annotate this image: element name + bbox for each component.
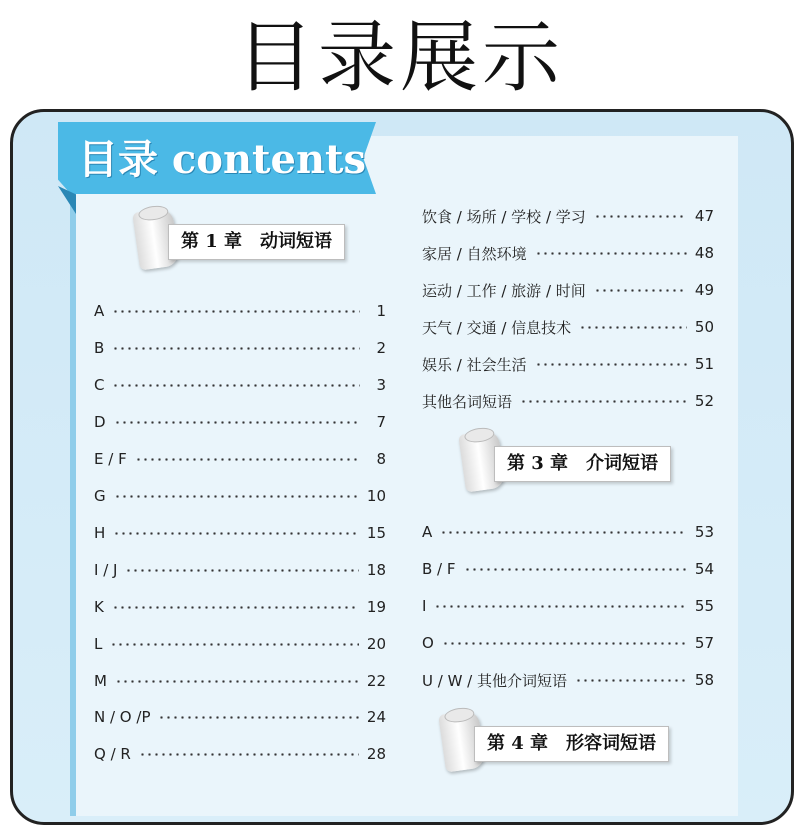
- toc-entry[interactable]: 天气 / 交通 / 信息技术 50: [422, 318, 714, 337]
- chapter-1-title: 第 1 章 动词短语: [168, 224, 345, 260]
- chapter-4-heading: [442, 712, 722, 772]
- toc-entry[interactable]: C 3: [94, 376, 386, 394]
- page-heading: 目录展示: [235, 13, 564, 103]
- toc-entry[interactable]: G 10: [94, 487, 386, 505]
- toc-entry[interactable]: D 7: [94, 413, 386, 431]
- toc-entry[interactable]: B / F 54: [422, 560, 714, 578]
- toc-entry[interactable]: 家居 / 自然环境 48: [422, 244, 714, 263]
- toc-entry[interactable]: B 2: [94, 339, 386, 357]
- toc-entry[interactable]: 娱乐 / 社会生活 51: [422, 355, 714, 374]
- toc-entry[interactable]: E / F 8: [94, 450, 386, 468]
- toc-entry[interactable]: O 57: [422, 634, 714, 652]
- chapter-4-title: 第 4 章 形容词短语: [474, 726, 669, 762]
- toc-entry[interactable]: U / W / 其他介词短语 58: [422, 671, 714, 690]
- toc-entry[interactable]: I / J 18: [94, 561, 386, 579]
- toc-entry[interactable]: A 53: [422, 523, 714, 541]
- contents-banner-title: 目录 contents: [78, 136, 367, 183]
- chapter-3-title: 第 3 章 介词短语: [494, 446, 671, 482]
- page-edge: [70, 136, 76, 816]
- toc-entry[interactable]: 其他名词短语 52: [422, 392, 714, 411]
- toc-entry[interactable]: A 1: [94, 302, 386, 320]
- toc-entry[interactable]: Q / R 28: [94, 745, 386, 763]
- toc-entry[interactable]: 运动 / 工作 / 旅游 / 时间 49: [422, 281, 714, 300]
- toc-entry[interactable]: N / O /P 24: [94, 708, 386, 726]
- toc-entry[interactable]: 饮食 / 场所 / 学校 / 学习 47: [422, 207, 714, 226]
- toc-entry[interactable]: K 19: [94, 598, 386, 616]
- toc-entry[interactable]: M 22: [94, 672, 386, 690]
- toc-entry[interactable]: L 20: [94, 635, 386, 653]
- toc-entry[interactable]: I 55: [422, 597, 714, 615]
- toc-entry[interactable]: H 15: [94, 524, 386, 542]
- chapter-3-heading: [462, 432, 702, 492]
- chapter-1-heading: [136, 210, 376, 270]
